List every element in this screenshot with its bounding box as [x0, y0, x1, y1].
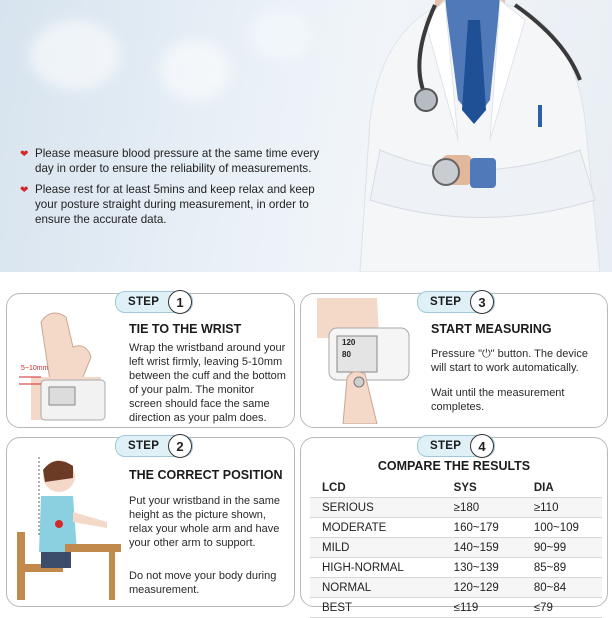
person-arm [73, 512, 107, 528]
row-sys: ≤119 [442, 598, 522, 618]
step-2-text-2: Do not move your body during measurement. [129, 570, 277, 596]
step-2-title: THE CORRECT POSITION [129, 468, 283, 482]
tip-text: Please rest for at least 5mins and keep relax and keep your posture straight during measurement, in order to ensure the accurate data. [35, 183, 315, 226]
table-row [310, 558, 602, 578]
step-label: STEP [128, 296, 160, 308]
row-dia: ≤79 [522, 598, 602, 618]
pocket-pen [538, 105, 542, 127]
row-dia: 100~109 [522, 518, 602, 538]
table-leg [109, 552, 115, 600]
step-number: 2 [168, 434, 192, 458]
row-lcd: NORMAL [310, 578, 442, 598]
row-sys: 120~129 [442, 578, 522, 598]
cuff-screen [49, 387, 75, 405]
table-row [310, 538, 602, 558]
step-3-text-1: Pressure "⏻" button. The device will start to work automatically. [431, 348, 588, 374]
tip-item [20, 182, 340, 227]
correct-position-illustration [15, 452, 121, 602]
tip-item [20, 146, 340, 176]
step-label: STEP [430, 296, 462, 308]
step-number: 4 [470, 434, 494, 458]
heart-marker [55, 520, 63, 528]
row-lcd: MILD [310, 538, 442, 558]
row-lcd: HIGH-NORMAL [310, 558, 442, 578]
header-lcd: LCD [310, 478, 442, 498]
wristwatch [433, 159, 459, 185]
step-3-title: START MEASURING [431, 322, 552, 336]
step-3-card [300, 293, 608, 428]
table-header-row [310, 478, 602, 498]
stethoscope-chest-piece [415, 89, 437, 111]
step-number: 1 [168, 290, 192, 314]
row-sys: 160~179 [442, 518, 522, 538]
step-number: 3 [470, 290, 494, 314]
tip-text: Please measure blood pressure at the same time every day in order to ensure the reliability of measurements. [35, 147, 320, 175]
start-measuring-illustration [307, 298, 417, 424]
row-lcd: SERIOUS [310, 498, 442, 518]
step-3-pill [417, 291, 495, 313]
hand-shape [41, 313, 91, 387]
step-label: STEP [430, 440, 462, 452]
bokeh-light [30, 20, 120, 90]
row-dia: 90~99 [522, 538, 602, 558]
table-row [310, 498, 602, 518]
tips-list [20, 146, 340, 233]
step-2-text-1: Put your wristband in the same height as the picture shown, relax your whole arm and have your other arm to support. [129, 495, 281, 549]
step-4-pill [417, 435, 495, 457]
row-lcd: BEST [310, 598, 442, 618]
step-2-card [6, 437, 295, 607]
bokeh-light [250, 10, 310, 60]
step-1-card [6, 293, 295, 428]
row-sys: 130~139 [442, 558, 522, 578]
gap-annotation: 5~10mm [21, 365, 49, 372]
power-button [354, 377, 364, 387]
row-dia: 80~84 [522, 578, 602, 598]
step-label: STEP [128, 440, 160, 452]
table-top [65, 544, 121, 552]
step-2-pill [115, 435, 193, 457]
step-1-pill [115, 291, 193, 313]
header-dia: DIA [522, 478, 602, 498]
step-3-text-2: Wait until the measurement completes. [431, 387, 565, 413]
doctor-illustration [340, 0, 612, 272]
row-dia: 85~89 [522, 558, 602, 578]
row-dia: ≥110 [522, 498, 602, 518]
person-legs [41, 552, 71, 568]
heart-icon: ❤ [20, 149, 29, 160]
results-table [310, 478, 602, 618]
heart-icon: ❤ [20, 185, 29, 196]
row-sys: ≥180 [442, 498, 522, 518]
bokeh-light [160, 40, 230, 100]
header-sys: SYS [442, 478, 522, 498]
table-row [310, 518, 602, 538]
step-1-text: Wrap the wristband around your left wrist firmly, leaving 5-10mm between the cuff and the bottom of your palm. The monitor screen should face the same direction as your palm does. [129, 342, 286, 424]
screen-dia: 80 [342, 350, 351, 359]
step-1-title: TIE TO THE WRIST [129, 322, 242, 336]
screen-sys: 120 [342, 338, 356, 347]
step-4-title: COMPARE THE RESULTS [377, 459, 531, 473]
row-lcd: MODERATE [310, 518, 442, 538]
top-banner [0, 0, 612, 272]
row-sys: 140~159 [442, 538, 522, 558]
wrist-band-illustration [11, 302, 119, 424]
table-row [310, 578, 602, 598]
table-row [310, 598, 602, 618]
doctor-cuff [470, 158, 496, 188]
